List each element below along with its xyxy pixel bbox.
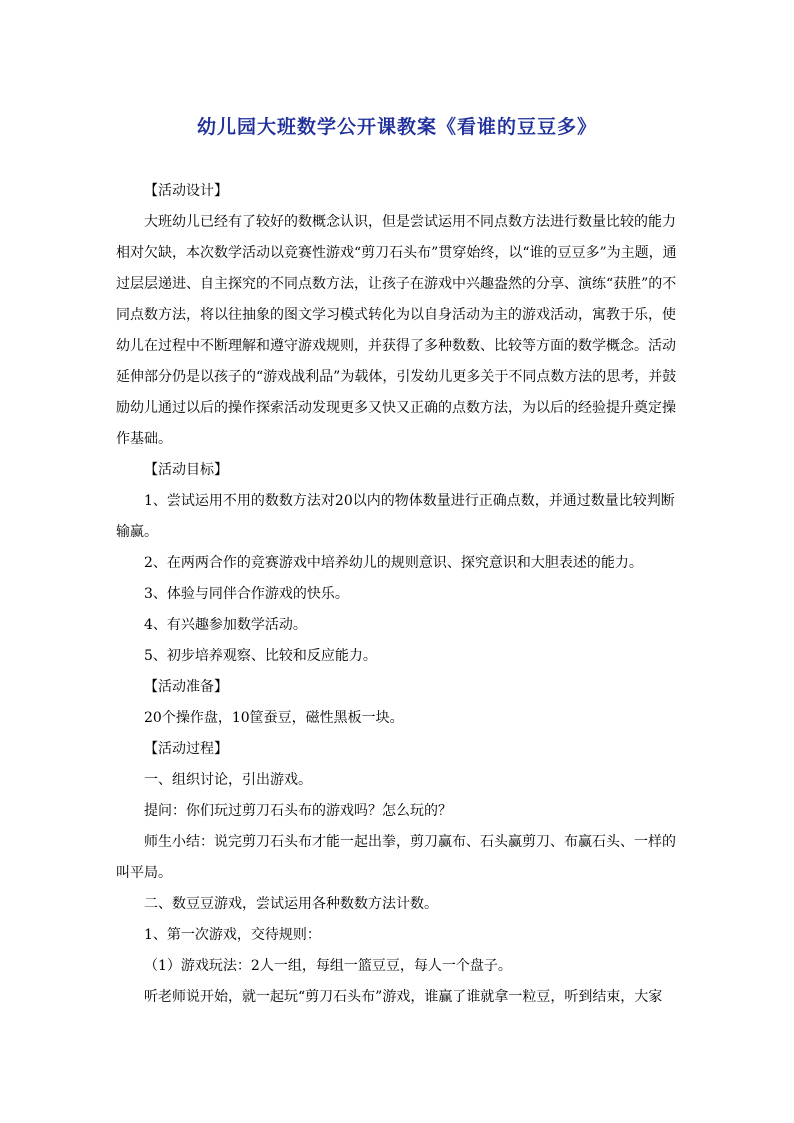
document-title: 幼儿园大班数学公开课教案《看谁的豆豆多》 (196, 116, 597, 138)
prep-paragraph: 20个操作盘，10筐蚕豆，磁性黑板一块。 (144, 710, 404, 726)
process-item: 一、组织讨论，引出游戏。 (144, 772, 312, 788)
goal-item: 3、体验与同伴合作游戏的快乐。 (144, 586, 349, 602)
prep-heading: 【活动准备】 (144, 679, 228, 695)
process-item: 提问：你们玩过剪刀石头布的游戏吗？怎么玩的？ (144, 803, 452, 819)
goals-heading: 【活动目标】 (144, 462, 228, 478)
goal-item: 2、在两两合作的竞赛游戏中培养幼儿的规则意识、探究意识和大胆表述的能力。 (144, 555, 643, 571)
design-paragraph: 大班幼儿已经有了较好的数概念认识，但是尝试运用不同点数方法进行数量比较的能力相对欠缺，本次数学活动以竞赛性游戏“剪刀石头布”贯穿始终，以“谁的豆豆多”为主题，通过层层递进、自主探究的不同点数方法，让孩子在游戏中兴趣盎然的分享、演练“获胜”的不同点数方法，将以往抽象的图文学习模式转化为以自身活动为主的游戏活动，寓教于乐，使幼儿在过程中不断理解和遵守游戏规则，并获得了多种数数、比较等方面的数学概念。活动延伸部分仍是以孩子的“游戏战利品”为载体，引发幼儿更多关于不同点数方法的思考，并鼓励幼儿通过以后的操作探索活动发现更多又快又正确的点数方法，为以后的经验提升奠定操作基础。 (116, 214, 677, 447)
design-heading: 【活动设计】 (144, 183, 228, 199)
goal-item: 4、有兴趣参加数学活动。 (144, 617, 307, 633)
document-body (116, 176, 681, 1013)
process-heading: 【活动过程】 (144, 741, 228, 757)
goal-item: 5、初步培养观察、比较和反应能力。 (144, 648, 377, 664)
goal-item: 1、尝试运用不用的数数方法对20以内的物体数量进行正确点数，并通过数量比较判断输赢。 (116, 493, 675, 540)
process-item: 听老师说开始，就一起玩“剪刀石头布”游戏，谁赢了谁就拿一粒豆，听到结束，大家 (144, 989, 663, 1005)
process-item: （1）游戏玩法：2人一组，每组一篮豆豆，每人一个盘子。 (144, 958, 512, 974)
process-item: 1、第一次游戏，交待规则： (144, 927, 321, 943)
process-item: 师生小结：说完剪刀石头布才能一起出拳，剪刀赢布、石头赢剪刀、布赢石头、一样的叫平局。 (116, 834, 676, 881)
process-item: 二、数豆豆游戏，尝试运用各种数数方法计数。 (144, 896, 438, 912)
